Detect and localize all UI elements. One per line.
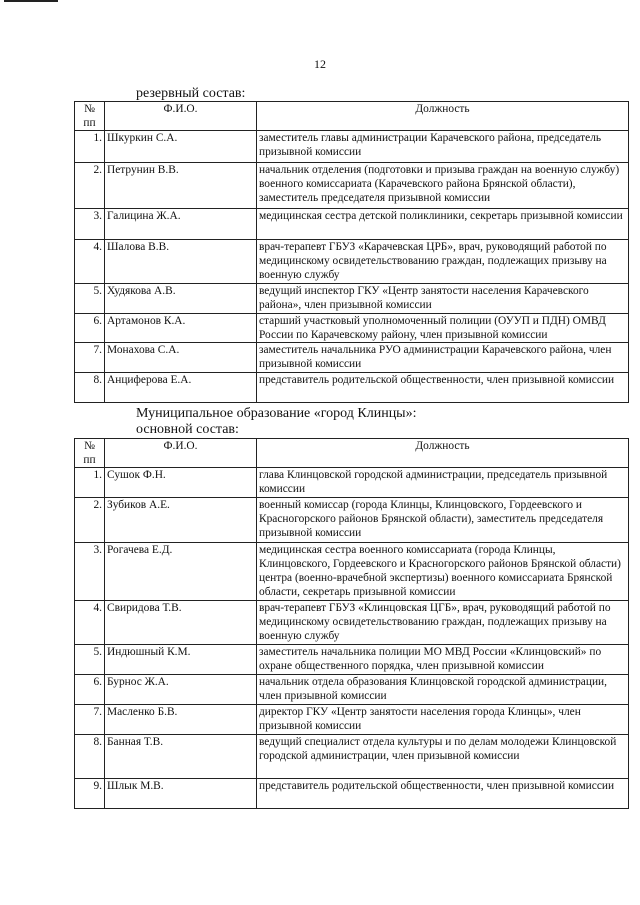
row-number: 1. [75, 468, 105, 498]
member-name: Индюшный К.М. [105, 645, 257, 675]
member-name: Банная Т.В. [105, 735, 257, 779]
row-number: 2. [75, 498, 105, 543]
page-number: 12 [314, 57, 326, 71]
member-position: ведущий инспектор ГКУ «Центр занятости населения Карачевского района», член призывной комиссии [257, 284, 629, 314]
section-heading-line: основной состав: [136, 422, 239, 437]
member-name: Петрунин В.В. [105, 163, 257, 209]
member-position: заместитель начальника РУО администрации Карачевского района, член призывной комиссии [257, 343, 629, 373]
table-row [75, 163, 629, 209]
member-position: начальник отдела образования Клинцовской городской администрации, член призывной комиссии [257, 675, 629, 705]
member-position: врач-терапевт ГБУЗ «Клинцовская ЦГБ», врач, руководящий работой по медицинскому освидетельствованию граждан, подлежащих призыву на военную службу [257, 601, 629, 645]
member-position: начальник отделения (подготовки и призыва граждан на военную службу) военного комиссариата (Карачевского района Брянской области), заместитель председателя призывной комиссии [257, 163, 629, 209]
member-name: Бурнос Ж.А. [105, 675, 257, 705]
klintsy-members-table [74, 438, 629, 809]
table-row [75, 131, 629, 163]
row-number: 6. [75, 314, 105, 343]
table-row [75, 675, 629, 705]
row-number: 8. [75, 373, 105, 403]
col-header-position: Должность [257, 102, 629, 131]
member-position: военный комиссар (города Клинцы, Клинцовского, Гордеевского и Красногорского районов Брянской области), заместитель председателя призывной комиссии [257, 498, 629, 543]
member-position: медицинская сестра детской поликлиники, секретарь призывной комиссии [257, 209, 629, 240]
row-number: 5. [75, 284, 105, 314]
row-number: 8. [75, 735, 105, 779]
table-row [75, 705, 629, 735]
member-position: представитель родительской общественности, член призывной комиссии [257, 779, 629, 809]
member-name: Свиридова Т.В. [105, 601, 257, 645]
row-number: 2. [75, 163, 105, 209]
row-number: 3. [75, 209, 105, 240]
col-header-position: Должность [257, 439, 629, 468]
table-header-row [75, 439, 629, 468]
section-heading-line: резервный состав: [136, 86, 246, 101]
section-heading-klintsy [136, 406, 416, 438]
member-position: медицинская сестра военного комиссариата (города Клинцы, Клинцовского, Гордеевского и Красногорского районов Брянской области) центра (военно-врачебной экспертизы) военного комиссариата Брянской области, секретарь призывной комиссии [257, 543, 629, 601]
table-row [75, 498, 629, 543]
section-heading-line: Муниципальное образование «город Клинцы»: [136, 406, 417, 421]
table-row [75, 314, 629, 343]
member-name: Масленко Б.В. [105, 705, 257, 735]
member-name: Сушок Ф.Н. [105, 468, 257, 498]
table-row [75, 645, 629, 675]
member-name: Монахова С.А. [105, 343, 257, 373]
row-number: 7. [75, 705, 105, 735]
member-position: заместитель главы администрации Карачевского района, председатель призывной комиссии [257, 131, 629, 163]
table-row [75, 601, 629, 645]
row-number: 4. [75, 601, 105, 645]
table-header-row [75, 102, 629, 131]
member-name: Галицина Ж.А. [105, 209, 257, 240]
member-name: Худякова А.В. [105, 284, 257, 314]
member-position: старший участковый уполномоченный полиции (ОУУП и ПДН) ОМВД России по Карачевскому району, член призывной комиссии [257, 314, 629, 343]
col-header-name: Ф.И.О. [105, 439, 257, 468]
reserve-members-table [74, 101, 629, 403]
member-name: Артамонов К.А. [105, 314, 257, 343]
member-position: врач-терапевт ГБУЗ «Карачевская ЦРБ», врач, руководящий работой по медицинскому освидетельствованию граждан, подлежащих призыву на военную службу [257, 240, 629, 284]
member-name: Шалова В.В. [105, 240, 257, 284]
row-number: 7. [75, 343, 105, 373]
table-row [75, 240, 629, 284]
row-number: 6. [75, 675, 105, 705]
member-name: Шкуркин С.А. [105, 131, 257, 163]
col-header-name: Ф.И.О. [105, 102, 257, 131]
table-row [75, 735, 629, 779]
table-row [75, 543, 629, 601]
member-position: заместитель начальника полиции МО МВД России «Клинцовский» по охране общественного порядка, член призывной комиссии [257, 645, 629, 675]
member-position: глава Клинцовской городской администрации, председатель призывной комиссии [257, 468, 629, 498]
row-number: 1. [75, 131, 105, 163]
member-position: представитель родительской общественности, член призывной комиссии [257, 373, 629, 403]
member-name: Зубиков А.Е. [105, 498, 257, 543]
row-number: 3. [75, 543, 105, 601]
member-name: Шлык М.В. [105, 779, 257, 809]
col-header-number: № пп [75, 439, 105, 468]
row-number: 9. [75, 779, 105, 809]
section-heading-reserve [136, 86, 245, 102]
table-row [75, 209, 629, 240]
col-header-number: № пп [75, 102, 105, 131]
table-row [75, 284, 629, 314]
table-row [75, 779, 629, 809]
table-row [75, 373, 629, 403]
table-row [75, 343, 629, 373]
table-row [75, 468, 629, 498]
member-position: директор ГКУ «Центр занятости населения города Клинцы», член призывной комиссии [257, 705, 629, 735]
scan-edge-line [4, 0, 58, 2]
row-number: 5. [75, 645, 105, 675]
member-name: Анциферова Е.А. [105, 373, 257, 403]
member-position: ведущий специалист отдела культуры и по делам молодежи Клинцовской городской администрации, член призывной комиссии [257, 735, 629, 779]
member-name: Рогачева Е.Д. [105, 543, 257, 601]
row-number: 4. [75, 240, 105, 284]
